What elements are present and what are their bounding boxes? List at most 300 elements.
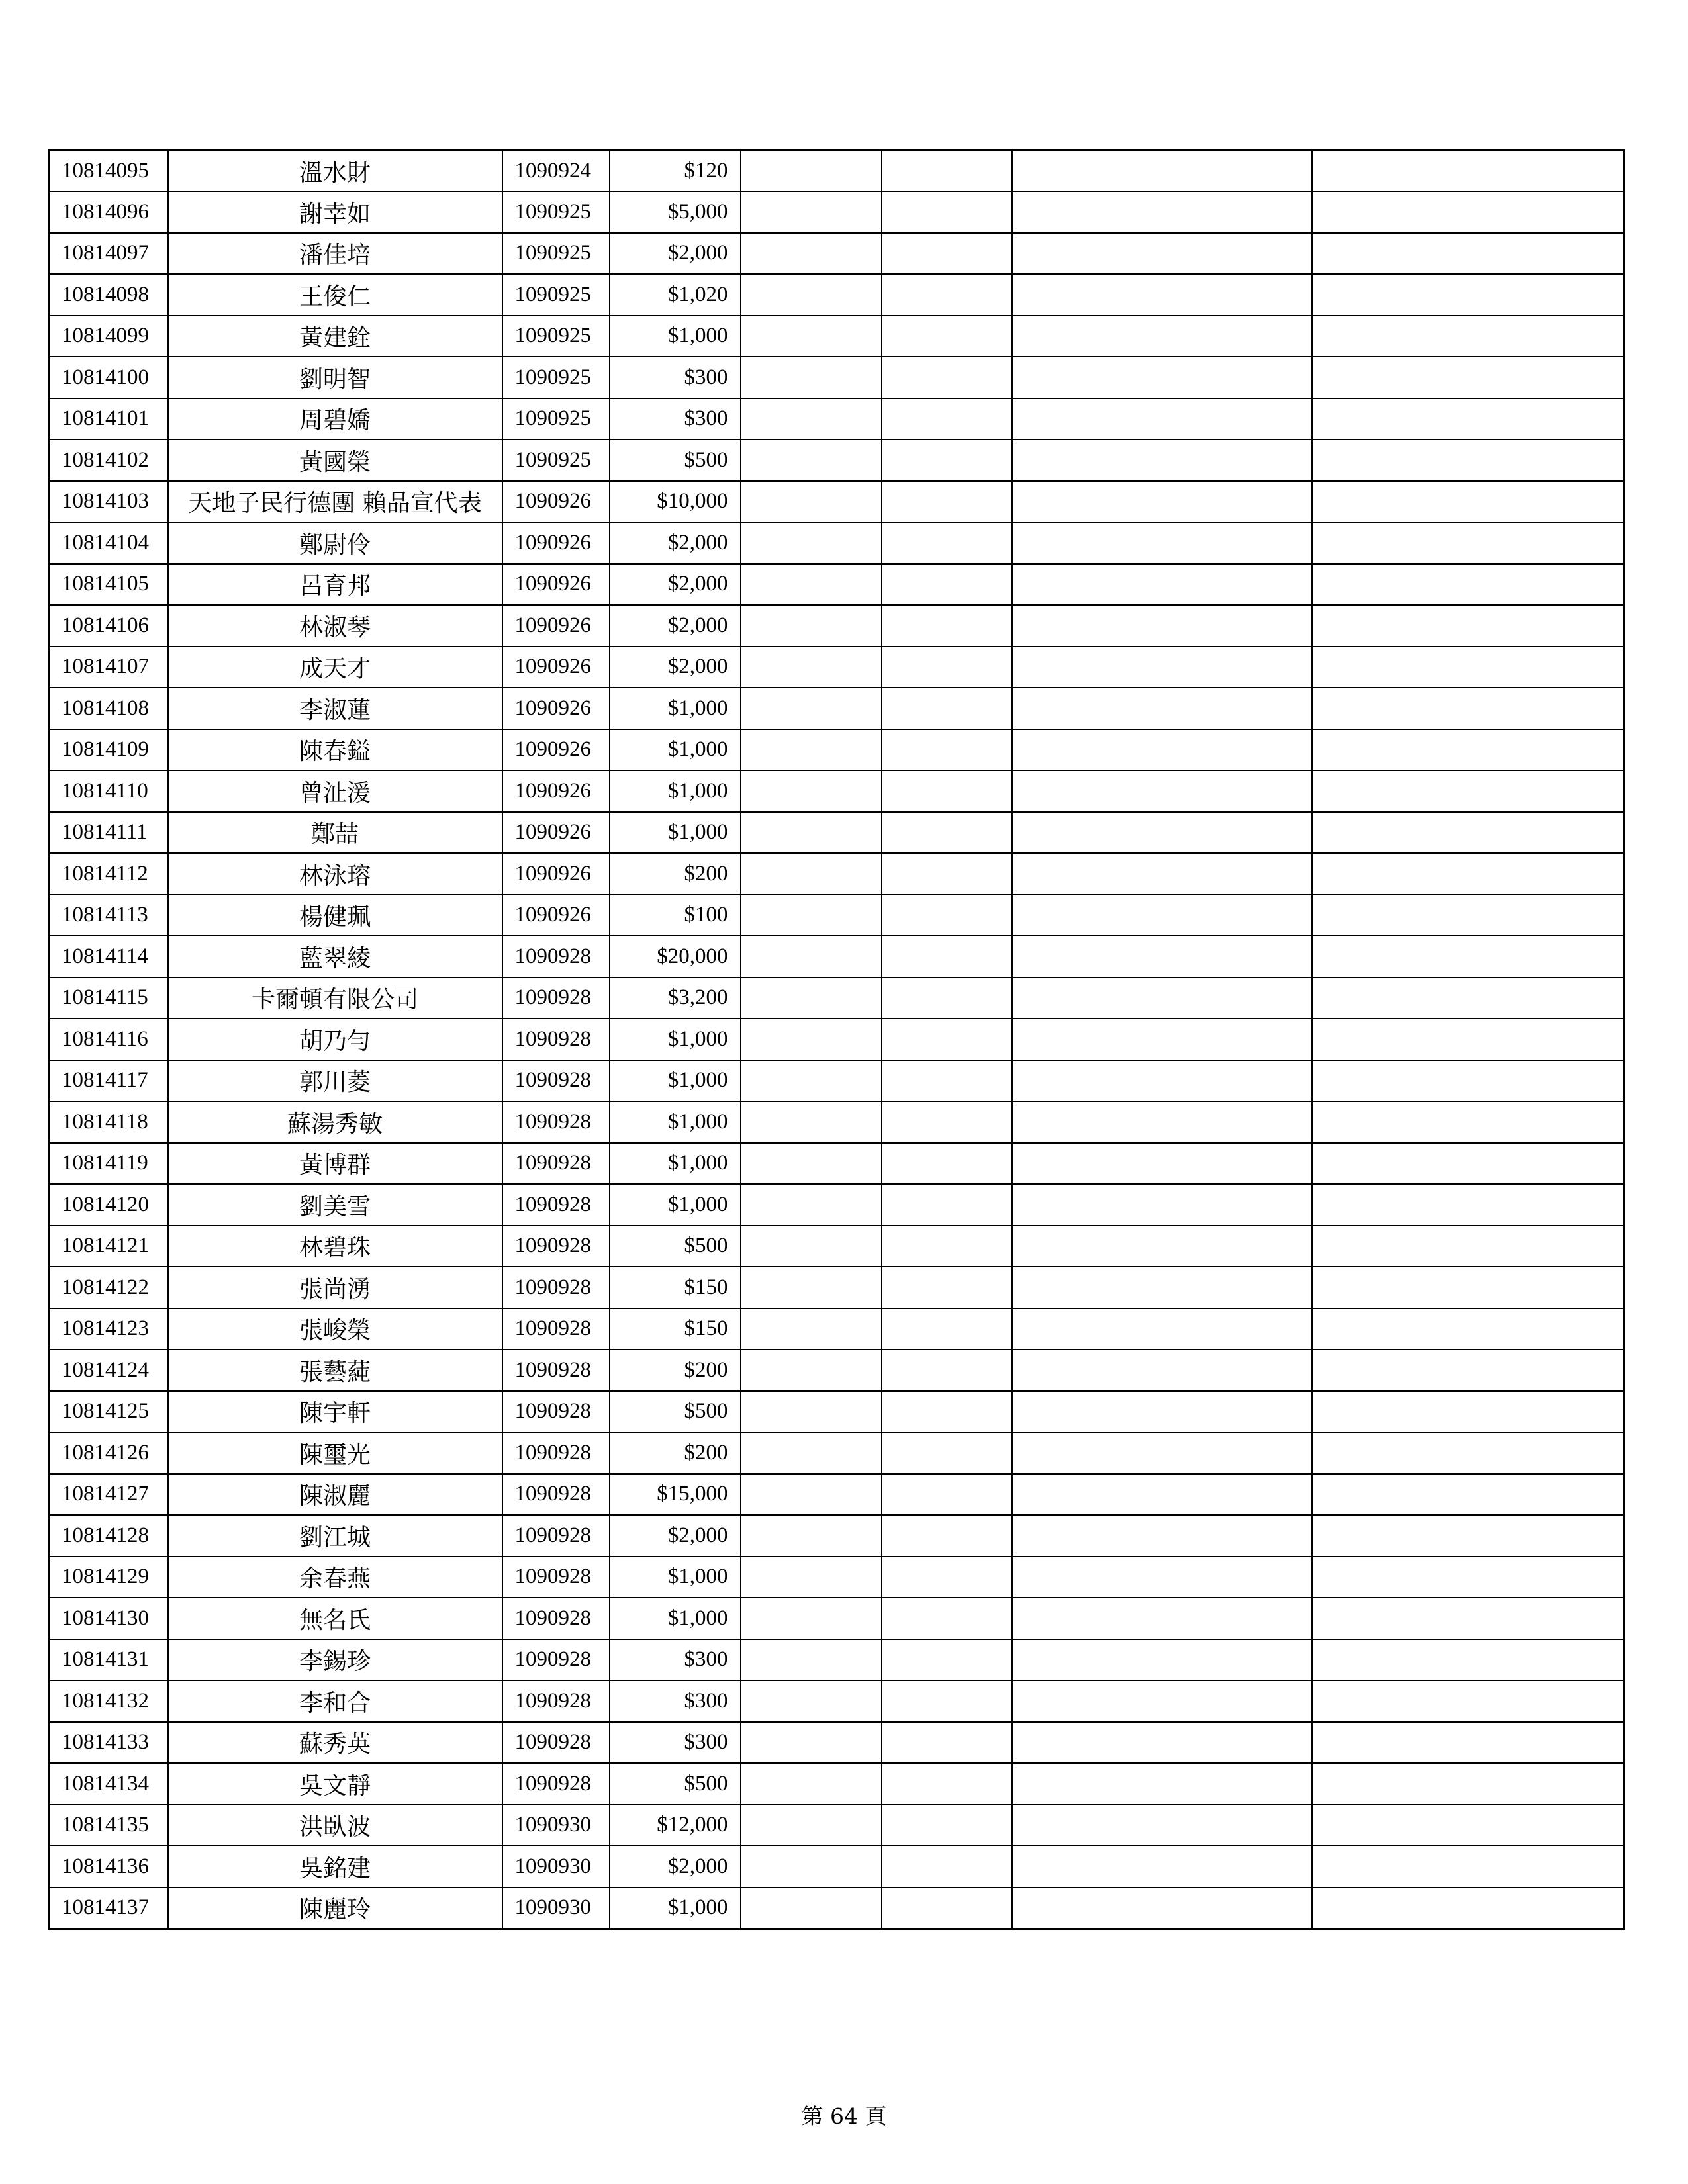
amount-cell: $2,000 xyxy=(610,233,741,275)
amount-cell: $2,000 xyxy=(610,1515,741,1557)
empty-cell xyxy=(741,1680,882,1722)
empty-cell xyxy=(882,564,1012,606)
amount-cell: $15,000 xyxy=(610,1474,741,1516)
empty-cell xyxy=(1312,439,1624,481)
table-row xyxy=(49,729,1624,771)
empty-cell xyxy=(741,564,882,606)
donor-name-cell: 呂育邦 xyxy=(168,564,502,606)
empty-cell xyxy=(741,1349,882,1391)
donor-name-cell: 李淑蓮 xyxy=(168,688,502,729)
empty-cell xyxy=(882,1846,1012,1888)
table-row xyxy=(49,1805,1624,1846)
receipt-number-cell: 10814136 xyxy=(49,1846,168,1888)
empty-cell xyxy=(1012,605,1312,647)
amount-cell: $2,000 xyxy=(610,564,741,606)
empty-cell xyxy=(882,729,1012,771)
donor-name-cell: 天地子民行德團 賴品宣代表 xyxy=(168,481,502,523)
receipt-number-cell: 10814129 xyxy=(49,1557,168,1598)
date-cell: 1090928 xyxy=(502,1639,610,1681)
table-row xyxy=(49,1101,1624,1143)
receipt-number-cell: 10814116 xyxy=(49,1019,168,1060)
amount-cell: $1,000 xyxy=(610,1143,741,1185)
empty-cell xyxy=(1312,1515,1624,1557)
amount-cell: $12,000 xyxy=(610,1805,741,1846)
receipt-number-cell: 10814102 xyxy=(49,439,168,481)
receipt-number-cell: 10814106 xyxy=(49,605,168,647)
date-cell: 1090925 xyxy=(502,439,610,481)
amount-cell: $200 xyxy=(610,1432,741,1474)
empty-cell xyxy=(741,481,882,523)
receipt-number-cell: 10814137 xyxy=(49,1888,168,1929)
donor-name-cell: 溫水財 xyxy=(168,150,502,192)
empty-cell xyxy=(1012,1101,1312,1143)
receipt-number-cell: 10814101 xyxy=(49,398,168,440)
date-cell: 1090928 xyxy=(502,1308,610,1350)
empty-cell xyxy=(1012,398,1312,440)
table-row xyxy=(49,1060,1624,1102)
empty-cell xyxy=(1312,1888,1624,1929)
empty-cell xyxy=(741,647,882,688)
empty-cell xyxy=(741,398,882,440)
empty-cell xyxy=(1312,729,1624,771)
empty-cell xyxy=(882,770,1012,812)
empty-cell xyxy=(882,233,1012,275)
table-row xyxy=(49,1019,1624,1060)
amount-cell: $1,020 xyxy=(610,274,741,316)
empty-cell xyxy=(741,191,882,233)
amount-cell: $300 xyxy=(610,398,741,440)
donor-name-cell: 黃建銓 xyxy=(168,316,502,357)
receipt-number-cell: 10814133 xyxy=(49,1722,168,1764)
receipt-number-cell: 10814110 xyxy=(49,770,168,812)
receipt-number-cell: 10814124 xyxy=(49,1349,168,1391)
receipt-number-cell: 10814108 xyxy=(49,688,168,729)
empty-cell xyxy=(882,1308,1012,1350)
empty-cell xyxy=(1012,1391,1312,1433)
amount-cell: $200 xyxy=(610,1349,741,1391)
amount-cell: $120 xyxy=(610,150,741,192)
amount-cell: $2,000 xyxy=(610,605,741,647)
empty-cell xyxy=(741,1143,882,1185)
table-row xyxy=(49,1722,1624,1764)
donor-name-cell: 林淑琴 xyxy=(168,605,502,647)
date-cell: 1090928 xyxy=(502,1391,610,1433)
donor-name-cell: 周碧嬌 xyxy=(168,398,502,440)
empty-cell xyxy=(741,1432,882,1474)
empty-cell xyxy=(741,1805,882,1846)
donor-name-cell: 劉美雪 xyxy=(168,1184,502,1226)
empty-cell xyxy=(1312,274,1624,316)
empty-cell xyxy=(741,522,882,564)
empty-cell xyxy=(1312,357,1624,398)
amount-cell: $1,000 xyxy=(610,729,741,771)
donor-name-cell: 胡乃勻 xyxy=(168,1019,502,1060)
empty-cell xyxy=(741,729,882,771)
date-cell: 1090928 xyxy=(502,1598,610,1639)
table-row xyxy=(49,1680,1624,1722)
empty-cell xyxy=(1012,1888,1312,1929)
empty-cell xyxy=(882,1598,1012,1639)
donor-name-cell: 王俊仁 xyxy=(168,274,502,316)
empty-cell xyxy=(882,1349,1012,1391)
receipt-number-cell: 10814127 xyxy=(49,1474,168,1516)
donor-name-cell: 陳春鎰 xyxy=(168,729,502,771)
donor-name-cell: 黃國榮 xyxy=(168,439,502,481)
empty-cell xyxy=(1012,481,1312,523)
empty-cell xyxy=(1012,564,1312,606)
empty-cell xyxy=(741,233,882,275)
empty-cell xyxy=(1312,1680,1624,1722)
empty-cell xyxy=(1012,853,1312,895)
date-cell: 1090928 xyxy=(502,1101,610,1143)
table-row xyxy=(49,647,1624,688)
receipt-number-cell: 10814118 xyxy=(49,1101,168,1143)
empty-cell xyxy=(1312,936,1624,978)
empty-cell xyxy=(1012,1598,1312,1639)
empty-cell xyxy=(1312,1598,1624,1639)
empty-cell xyxy=(882,1515,1012,1557)
amount-cell: $1,000 xyxy=(610,1060,741,1102)
amount-cell: $1,000 xyxy=(610,1101,741,1143)
date-cell: 1090925 xyxy=(502,274,610,316)
receipt-number-cell: 10814123 xyxy=(49,1308,168,1350)
receipt-number-cell: 10814119 xyxy=(49,1143,168,1185)
date-cell: 1090926 xyxy=(502,564,610,606)
receipt-number-cell: 10814131 xyxy=(49,1639,168,1681)
empty-cell xyxy=(1012,647,1312,688)
empty-cell xyxy=(1012,1019,1312,1060)
date-cell: 1090926 xyxy=(502,895,610,936)
empty-cell xyxy=(882,522,1012,564)
amount-cell: $1,000 xyxy=(610,1598,741,1639)
receipt-number-cell: 10814095 xyxy=(49,150,168,192)
empty-cell xyxy=(1012,1060,1312,1102)
empty-cell xyxy=(741,1515,882,1557)
date-cell: 1090926 xyxy=(502,853,610,895)
empty-cell xyxy=(741,1019,882,1060)
empty-cell xyxy=(882,1184,1012,1226)
table-row xyxy=(49,853,1624,895)
empty-cell xyxy=(1312,191,1624,233)
empty-cell xyxy=(882,1680,1012,1722)
empty-cell xyxy=(1312,853,1624,895)
empty-cell xyxy=(1312,647,1624,688)
donor-name-cell: 陳麗玲 xyxy=(168,1888,502,1929)
empty-cell xyxy=(1012,1308,1312,1350)
empty-cell xyxy=(741,1474,882,1516)
empty-cell xyxy=(741,1763,882,1805)
receipt-number-cell: 10814117 xyxy=(49,1060,168,1102)
table-row xyxy=(49,936,1624,978)
donor-name-cell: 卡爾頓有限公司 xyxy=(168,978,502,1019)
donor-name-cell: 張峻榮 xyxy=(168,1308,502,1350)
empty-cell xyxy=(741,1846,882,1888)
empty-cell xyxy=(1312,398,1624,440)
donation-table xyxy=(48,149,1625,1930)
amount-cell: $150 xyxy=(610,1308,741,1350)
empty-cell xyxy=(1012,1639,1312,1681)
empty-cell xyxy=(1312,150,1624,192)
amount-cell: $100 xyxy=(610,895,741,936)
table-row xyxy=(49,1763,1624,1805)
empty-cell xyxy=(1012,522,1312,564)
table-row xyxy=(49,1474,1624,1516)
amount-cell: $300 xyxy=(610,1680,741,1722)
empty-cell xyxy=(882,895,1012,936)
empty-cell xyxy=(741,812,882,854)
amount-cell: $1,000 xyxy=(610,812,741,854)
amount-cell: $5,000 xyxy=(610,191,741,233)
empty-cell xyxy=(1312,1722,1624,1764)
empty-cell xyxy=(1312,1143,1624,1185)
empty-cell xyxy=(741,1101,882,1143)
date-cell: 1090928 xyxy=(502,1763,610,1805)
table-row xyxy=(49,1226,1624,1267)
empty-cell xyxy=(882,1019,1012,1060)
donor-name-cell: 劉江城 xyxy=(168,1515,502,1557)
table-row xyxy=(49,191,1624,233)
donor-name-cell: 成天才 xyxy=(168,647,502,688)
receipt-number-cell: 10814128 xyxy=(49,1515,168,1557)
empty-cell xyxy=(1012,150,1312,192)
empty-cell xyxy=(1012,936,1312,978)
table-row xyxy=(49,233,1624,275)
table-row xyxy=(49,1557,1624,1598)
empty-cell xyxy=(741,688,882,729)
donor-name-cell: 潘佳培 xyxy=(168,233,502,275)
receipt-number-cell: 10814098 xyxy=(49,274,168,316)
empty-cell xyxy=(882,1474,1012,1516)
date-cell: 1090926 xyxy=(502,522,610,564)
table-row xyxy=(49,316,1624,357)
date-cell: 1090926 xyxy=(502,729,610,771)
table-row xyxy=(49,895,1624,936)
table-row xyxy=(49,1349,1624,1391)
donor-name-cell: 洪臥波 xyxy=(168,1805,502,1846)
empty-cell xyxy=(1012,1143,1312,1185)
empty-cell xyxy=(882,853,1012,895)
donor-name-cell: 劉明智 xyxy=(168,357,502,398)
empty-cell xyxy=(882,1805,1012,1846)
amount-cell: $3,200 xyxy=(610,978,741,1019)
donor-name-cell: 張藝蒓 xyxy=(168,1349,502,1391)
table-body xyxy=(49,150,1624,1929)
table-row xyxy=(49,812,1624,854)
donor-name-cell: 林泳瑢 xyxy=(168,853,502,895)
empty-cell xyxy=(882,1763,1012,1805)
empty-cell xyxy=(1312,316,1624,357)
empty-cell xyxy=(741,1598,882,1639)
donor-name-cell: 吳文靜 xyxy=(168,1763,502,1805)
empty-cell xyxy=(1012,1805,1312,1846)
empty-cell xyxy=(1012,316,1312,357)
receipt-number-cell: 10814114 xyxy=(49,936,168,978)
date-cell: 1090925 xyxy=(502,357,610,398)
table-row xyxy=(49,1391,1624,1433)
empty-cell xyxy=(1312,978,1624,1019)
receipt-number-cell: 10814112 xyxy=(49,853,168,895)
date-cell: 1090926 xyxy=(502,812,610,854)
empty-cell xyxy=(882,481,1012,523)
empty-cell xyxy=(1012,812,1312,854)
date-cell: 1090928 xyxy=(502,1226,610,1267)
donor-name-cell: 蘇湯秀敏 xyxy=(168,1101,502,1143)
table-row xyxy=(49,439,1624,481)
donor-name-cell: 鄭喆 xyxy=(168,812,502,854)
empty-cell xyxy=(1312,770,1624,812)
empty-cell xyxy=(1312,564,1624,606)
amount-cell: $2,000 xyxy=(610,522,741,564)
amount-cell: $20,000 xyxy=(610,936,741,978)
donor-name-cell: 楊健珮 xyxy=(168,895,502,936)
donor-name-cell: 張尚湧 xyxy=(168,1267,502,1308)
amount-cell: $1,000 xyxy=(610,1888,741,1929)
empty-cell xyxy=(741,439,882,481)
empty-cell xyxy=(882,978,1012,1019)
date-cell: 1090925 xyxy=(502,316,610,357)
empty-cell xyxy=(1312,1805,1624,1846)
empty-cell xyxy=(741,316,882,357)
empty-cell xyxy=(1312,1349,1624,1391)
empty-cell xyxy=(1012,895,1312,936)
date-cell: 1090925 xyxy=(502,191,610,233)
amount-cell: $2,000 xyxy=(610,647,741,688)
date-cell: 1090928 xyxy=(502,1060,610,1102)
receipt-number-cell: 10814135 xyxy=(49,1805,168,1846)
receipt-number-cell: 10814097 xyxy=(49,233,168,275)
amount-cell: $1,000 xyxy=(610,770,741,812)
receipt-number-cell: 10814121 xyxy=(49,1226,168,1267)
empty-cell xyxy=(1312,1019,1624,1060)
table-row xyxy=(49,1888,1624,1929)
date-cell: 1090928 xyxy=(502,978,610,1019)
donor-name-cell: 藍翠綾 xyxy=(168,936,502,978)
empty-cell xyxy=(1312,1846,1624,1888)
amount-cell: $1,000 xyxy=(610,1184,741,1226)
empty-cell xyxy=(741,853,882,895)
empty-cell xyxy=(882,688,1012,729)
empty-cell xyxy=(1012,1722,1312,1764)
empty-cell xyxy=(882,1888,1012,1929)
empty-cell xyxy=(1012,1680,1312,1722)
empty-cell xyxy=(882,1060,1012,1102)
empty-cell xyxy=(741,1557,882,1598)
empty-cell xyxy=(882,191,1012,233)
empty-cell xyxy=(1312,688,1624,729)
table-row xyxy=(49,481,1624,523)
date-cell: 1090928 xyxy=(502,1184,610,1226)
empty-cell xyxy=(1012,1846,1312,1888)
table-row xyxy=(49,522,1624,564)
empty-cell xyxy=(741,1308,882,1350)
empty-cell xyxy=(1312,1101,1624,1143)
donor-name-cell: 余春燕 xyxy=(168,1557,502,1598)
date-cell: 1090926 xyxy=(502,647,610,688)
table-row xyxy=(49,978,1624,1019)
empty-cell xyxy=(741,1722,882,1764)
empty-cell xyxy=(741,1184,882,1226)
empty-cell xyxy=(1312,481,1624,523)
date-cell: 1090928 xyxy=(502,936,610,978)
empty-cell xyxy=(1012,357,1312,398)
amount-cell: $500 xyxy=(610,439,741,481)
empty-cell xyxy=(741,895,882,936)
donor-name-cell: 謝幸如 xyxy=(168,191,502,233)
receipt-number-cell: 10814130 xyxy=(49,1598,168,1639)
table-row xyxy=(49,564,1624,606)
donor-name-cell: 林碧珠 xyxy=(168,1226,502,1267)
empty-cell xyxy=(1012,274,1312,316)
date-cell: 1090928 xyxy=(502,1143,610,1185)
amount-cell: $1,000 xyxy=(610,316,741,357)
date-cell: 1090930 xyxy=(502,1888,610,1929)
empty-cell xyxy=(741,770,882,812)
table-row xyxy=(49,150,1624,192)
empty-cell xyxy=(882,647,1012,688)
table-row xyxy=(49,1846,1624,1888)
empty-cell xyxy=(1312,895,1624,936)
receipt-number-cell: 10814113 xyxy=(49,895,168,936)
receipt-number-cell: 10814109 xyxy=(49,729,168,771)
amount-cell: $2,000 xyxy=(610,1846,741,1888)
table-row xyxy=(49,1639,1624,1681)
amount-cell: $500 xyxy=(610,1226,741,1267)
empty-cell xyxy=(882,1143,1012,1185)
date-cell: 1090925 xyxy=(502,398,610,440)
empty-cell xyxy=(1312,1226,1624,1267)
table-row xyxy=(49,1143,1624,1185)
empty-cell xyxy=(882,812,1012,854)
receipt-number-cell: 10814100 xyxy=(49,357,168,398)
receipt-number-cell: 10814105 xyxy=(49,564,168,606)
receipt-number-cell: 10814134 xyxy=(49,1763,168,1805)
amount-cell: $500 xyxy=(610,1391,741,1433)
table-row xyxy=(49,688,1624,729)
date-cell: 1090928 xyxy=(502,1474,610,1516)
amount-cell: $300 xyxy=(610,1639,741,1681)
donor-name-cell: 李錫珍 xyxy=(168,1639,502,1681)
empty-cell xyxy=(741,1639,882,1681)
empty-cell xyxy=(1312,233,1624,275)
empty-cell xyxy=(1012,1267,1312,1308)
empty-cell xyxy=(882,150,1012,192)
donor-name-cell: 郭川菱 xyxy=(168,1060,502,1102)
empty-cell xyxy=(882,1267,1012,1308)
date-cell: 1090928 xyxy=(502,1019,610,1060)
amount-cell: $10,000 xyxy=(610,481,741,523)
empty-cell xyxy=(882,1557,1012,1598)
date-cell: 1090928 xyxy=(502,1722,610,1764)
donor-name-cell: 蘇秀英 xyxy=(168,1722,502,1764)
receipt-number-cell: 10814115 xyxy=(49,978,168,1019)
empty-cell xyxy=(1312,1060,1624,1102)
amount-cell: $300 xyxy=(610,1722,741,1764)
receipt-number-cell: 10814104 xyxy=(49,522,168,564)
empty-cell xyxy=(1312,1308,1624,1350)
date-cell: 1090926 xyxy=(502,481,610,523)
table-row xyxy=(49,398,1624,440)
receipt-number-cell: 10814103 xyxy=(49,481,168,523)
donor-name-cell: 黃博群 xyxy=(168,1143,502,1185)
table-row xyxy=(49,1598,1624,1639)
empty-cell xyxy=(882,936,1012,978)
empty-cell xyxy=(1012,1184,1312,1226)
empty-cell xyxy=(882,357,1012,398)
receipt-number-cell: 10814111 xyxy=(49,812,168,854)
empty-cell xyxy=(741,936,882,978)
amount-cell: $1,000 xyxy=(610,1019,741,1060)
empty-cell xyxy=(1012,1763,1312,1805)
